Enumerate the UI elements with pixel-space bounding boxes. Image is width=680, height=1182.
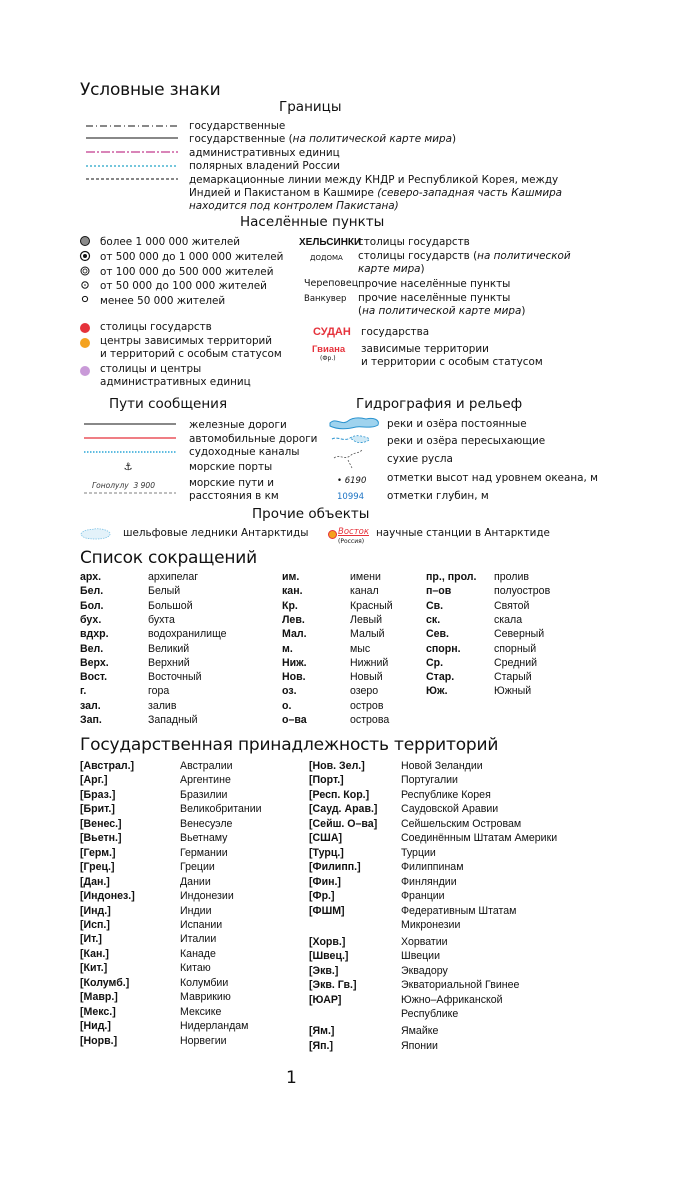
legend-title: Условные знаки bbox=[80, 80, 221, 100]
abbrev-value: Бразилии bbox=[180, 788, 228, 801]
abbrev-key: Ср. bbox=[426, 656, 444, 669]
abbrev-value: Колумбии bbox=[180, 976, 229, 989]
abbrev-value: Финляндии bbox=[401, 875, 457, 888]
abbrev-key: [Экв. Гв.] bbox=[309, 979, 357, 992]
abbrev-key: [Фр.] bbox=[309, 890, 335, 903]
abbrev-key: [Сауд. Арав.] bbox=[309, 803, 378, 816]
abbrev-key: [ФШМ] bbox=[309, 904, 345, 917]
abbrev-value: Белый bbox=[148, 585, 181, 598]
dry-channel-icon bbox=[334, 450, 362, 458]
abbrev-value: Республике Корея bbox=[401, 788, 491, 801]
road-label: автомобильные дороги bbox=[189, 433, 318, 445]
abbrev-key: Бел. bbox=[80, 585, 104, 598]
dependent-center-dot bbox=[80, 338, 90, 348]
capitals-political-desc: столицы государств (на политической bbox=[358, 250, 571, 262]
abbrev-value: Китаю bbox=[180, 962, 211, 975]
abbrev-value: Венесуэле bbox=[180, 817, 233, 830]
abbrev-key: [Инд.] bbox=[80, 904, 111, 917]
hydro-title: Гидрография и рельеф bbox=[356, 396, 523, 412]
abbrev-value: Швеции bbox=[401, 950, 441, 963]
abbrev-key: Вост. bbox=[80, 671, 108, 684]
abbrev-key: Лев. bbox=[282, 613, 305, 626]
other-objects-title: Прочие объекты bbox=[252, 506, 370, 522]
abbrev-key: [Арг.] bbox=[80, 774, 108, 787]
abbrev-value: водохранилище bbox=[148, 628, 227, 641]
page-number: 1 bbox=[286, 1068, 297, 1088]
abbrev-value: канал bbox=[350, 585, 379, 598]
sea-route-label: морские пути и bbox=[189, 477, 275, 489]
abbrev-value: имени bbox=[350, 571, 381, 583]
abbrev-key: [Сейш. О–ва] bbox=[309, 817, 378, 830]
abbrev-key: г. bbox=[80, 685, 87, 698]
abbrev-value: острова bbox=[350, 714, 390, 726]
abbrev-key: м. bbox=[282, 642, 293, 655]
abbrev-value: Германии bbox=[180, 846, 228, 859]
dry-channel-label: сухие русла bbox=[387, 453, 453, 465]
permanent-water-icon bbox=[330, 418, 378, 429]
hydro-symbols bbox=[328, 414, 384, 470]
abbrev-key: [Австрал.] bbox=[80, 760, 135, 772]
abbrev-value: Канаде bbox=[180, 947, 216, 960]
abbrev-value: Соединённым Штатам Америки bbox=[401, 832, 558, 845]
abbrev-key: [Кан.] bbox=[80, 947, 109, 960]
abbrev-key: о. bbox=[282, 699, 292, 712]
abbrev-key: [Брит.] bbox=[80, 803, 115, 816]
canal-label: судоходные каналы bbox=[189, 446, 300, 458]
abbrev-value: озеро bbox=[350, 685, 379, 698]
capital-dot bbox=[80, 323, 90, 333]
ice-shelf-label: шельфовые ледники Антарктиды bbox=[123, 527, 309, 539]
border-demarcation-label: демаркационные линии между КНДР и Республикой Корея, между bbox=[189, 174, 559, 186]
border-admin-label: административных единиц bbox=[189, 147, 340, 159]
border-state-political-label: государственные (на политической карте мира) bbox=[189, 133, 457, 145]
port-label: морские порты bbox=[189, 461, 273, 473]
abbrev-value: Филиппинам bbox=[401, 861, 464, 874]
abbrev-value: Восточный bbox=[148, 671, 202, 684]
other-political-desc-2: (на политической карте мира) bbox=[358, 305, 526, 317]
sea-route-label-2: расстояния в км bbox=[189, 490, 279, 502]
border-polar-label: полярных владений России bbox=[189, 160, 340, 172]
abbrev-value: Саудовской Аравии bbox=[401, 803, 499, 816]
abbrev-value: Испании bbox=[180, 918, 223, 931]
abbrev-value: Норвегии bbox=[180, 1034, 227, 1047]
abbrev-key: [Вьетн.] bbox=[80, 832, 122, 845]
abbrev-value: Нижний bbox=[350, 656, 389, 669]
state-desc: государства bbox=[361, 326, 430, 338]
abbrev-value: Аргентине bbox=[180, 774, 231, 787]
abbrev-key: [Исп.] bbox=[80, 918, 110, 931]
dependent-desc-2: и территории с особым статусом bbox=[361, 356, 543, 368]
city-symbol-1m bbox=[81, 237, 90, 246]
abbrev-key: [Герм.] bbox=[80, 846, 116, 859]
routes-title: Пути сообщения bbox=[109, 396, 228, 412]
abbrev-key: Сев. bbox=[426, 628, 449, 641]
abbrev-value: Большой bbox=[148, 599, 193, 612]
abbrev-key: [Венес.] bbox=[80, 817, 122, 830]
colored-admin-label-2: административных единиц bbox=[100, 376, 251, 388]
abbrev-value: Святой bbox=[494, 599, 530, 612]
permanent-water-label: реки и озёра постоянные bbox=[387, 418, 527, 430]
abbrev-key: [Респ. Кор.] bbox=[309, 788, 370, 801]
border-demarcation-label-2: Индией и Пакистаном в Кашмире (северо-западная часть Кашмира bbox=[189, 187, 563, 199]
abbrev-key: Мал. bbox=[282, 628, 307, 641]
abbrev-value: Австралии bbox=[180, 760, 233, 772]
abbrev-value: Греции bbox=[180, 861, 215, 874]
abbrev-value: архипелаг bbox=[148, 571, 199, 583]
abbrev-key: [Швец.] bbox=[309, 950, 349, 963]
abbrev-key: [США] bbox=[309, 832, 343, 845]
abbrev-key: Верх. bbox=[80, 656, 109, 669]
abbrev-key: [Колумб.] bbox=[80, 976, 130, 989]
borders-title: Границы bbox=[279, 99, 342, 115]
population-5: менее 50 000 жителей bbox=[100, 295, 226, 307]
abbrev-value: Старый bbox=[494, 671, 532, 684]
population-3: от 100 000 до 500 000 жителей bbox=[100, 266, 274, 278]
abbrev-key: спорн. bbox=[426, 642, 461, 655]
abbrev-value: Южный bbox=[494, 685, 532, 698]
border-state-label: государственные bbox=[189, 120, 286, 132]
abbrev-value: Северный bbox=[494, 628, 545, 641]
abbrev-key: ск. bbox=[426, 613, 441, 626]
abbrev-key: [Хорв.] bbox=[309, 935, 346, 948]
abbrev-key: пр., прол. bbox=[426, 571, 477, 583]
sample-capital-political: ДОДОМА bbox=[310, 254, 343, 262]
abbrev-key: [Нов. Зел.] bbox=[309, 760, 365, 772]
abbrev-value: гора bbox=[148, 685, 170, 698]
abbrev-value: Хорватии bbox=[401, 935, 448, 948]
capitals-political-desc-2: карте мира) bbox=[358, 263, 425, 275]
colored-dependent-label: центры зависимых территорий bbox=[100, 335, 273, 347]
sample-town-political: Ванкувер bbox=[304, 294, 347, 304]
abbrev-key: Нов. bbox=[282, 671, 306, 684]
abbrev-value: Турции bbox=[401, 846, 436, 859]
abbrev-value: Великий bbox=[148, 642, 190, 655]
ownership-title: Государственная принадлежность территорий bbox=[80, 735, 499, 755]
abbrev-key: зал. bbox=[80, 699, 101, 712]
abbrev-key: [Нид.] bbox=[80, 1020, 111, 1033]
abbrev-key: [Индонез.] bbox=[80, 890, 135, 903]
abbrev-value: Западный bbox=[148, 714, 198, 726]
abbrev-key: [Грец.] bbox=[80, 861, 115, 874]
other-desc: прочие населённые пункты bbox=[358, 278, 511, 290]
abbrev-key: оз. bbox=[282, 685, 297, 698]
settlements-title: Населённые пункты bbox=[240, 214, 385, 230]
abbrev-value: Верхний bbox=[148, 656, 190, 669]
dependent-sample: Гвиана bbox=[312, 344, 346, 355]
ice-shelf-icon bbox=[80, 527, 112, 541]
abbrev-value: Маврикию bbox=[180, 991, 231, 1004]
abbrev-key: [Порт.] bbox=[309, 774, 344, 787]
abbrev-key: [Кит.] bbox=[80, 962, 108, 975]
other-political-desc: прочие населённые пункты bbox=[358, 292, 511, 304]
abbrev-key: кан. bbox=[282, 585, 303, 598]
colored-admin-label: столицы и центры bbox=[100, 363, 202, 375]
abbrev-key: им. bbox=[282, 571, 300, 583]
abbrev-key: [Турц.] bbox=[309, 846, 344, 859]
population-symbols bbox=[78, 234, 92, 306]
anchor-icon: ⚓ bbox=[123, 462, 133, 473]
abbrev-value: Левый bbox=[350, 613, 383, 626]
abbrev-key: [Норв.] bbox=[80, 1034, 118, 1047]
abbrev-value: залив bbox=[148, 699, 177, 712]
abbrev-key: [Фин.] bbox=[309, 875, 341, 888]
sample-capital: ХЕЛЬСИНКИ bbox=[299, 237, 362, 248]
abbrev-key: [ЮАР] bbox=[309, 993, 342, 1006]
abbrev-key: арх. bbox=[80, 571, 102, 583]
abbrev-value: мыс bbox=[350, 642, 371, 655]
abbrev-value: пролив bbox=[494, 571, 530, 583]
population-1: более 1 000 000 жителей bbox=[100, 236, 241, 248]
height-sample: • 6190 bbox=[337, 476, 367, 486]
abbrev-key: [Экв.] bbox=[309, 964, 339, 977]
capitals-desc: столицы государств bbox=[358, 236, 470, 248]
abbrev-value: Микронезии bbox=[401, 918, 461, 931]
station-label: научные станции в Антарктиде bbox=[376, 527, 550, 539]
colored-capitals-label: столицы государств bbox=[100, 321, 212, 333]
abbrev-key: Кр. bbox=[282, 599, 298, 612]
abbrev-key: Св. bbox=[426, 599, 444, 612]
dependent-sample-owner: (Фр.) bbox=[320, 355, 336, 362]
station-dot bbox=[328, 530, 337, 539]
abbrev-value: Новой Зеландии bbox=[401, 760, 483, 772]
admin-center-dot bbox=[80, 366, 90, 376]
abbrev-value: Федеративным Штатам bbox=[401, 904, 517, 917]
depth-label: отметки глубин, м bbox=[387, 490, 489, 502]
abbrev-key: Стар. bbox=[426, 671, 455, 684]
abbrev-key: [Яп.] bbox=[309, 1039, 334, 1052]
abbrev-value: Индонезии bbox=[180, 890, 234, 903]
population-2: от 500 000 до 1 000 000 жителей bbox=[100, 251, 284, 263]
abbrev-value: Сейшельским Островам bbox=[401, 817, 522, 830]
abbrev-value: Дании bbox=[180, 875, 211, 888]
abbrev-value: скала bbox=[494, 613, 523, 626]
abbrev-key: Юж. bbox=[426, 685, 448, 698]
abbrev-key: вдхр. bbox=[80, 628, 109, 641]
population-4: от 50 000 до 100 000 жителей bbox=[100, 280, 267, 292]
state-sample: СУДАН bbox=[313, 326, 351, 338]
abbrev-value: Эквадору bbox=[401, 964, 448, 977]
abbrev-value: Индии bbox=[180, 904, 212, 917]
abbrev-value: Ямайке bbox=[401, 1025, 439, 1038]
abbrev-value: Великобритании bbox=[180, 803, 262, 816]
city-symbol-small bbox=[82, 296, 87, 301]
sample-town: Череповец bbox=[304, 278, 359, 289]
abbrev-value: Средний bbox=[494, 656, 538, 669]
abbrev-value: Южно–Африканской bbox=[401, 993, 503, 1006]
abbrev-key: [Ям.] bbox=[309, 1025, 335, 1038]
abbrev-key: [Мавр.] bbox=[80, 991, 118, 1004]
colored-dependent-label-2: и территорий с особым статусом bbox=[100, 348, 282, 360]
depth-sample: 10994 bbox=[337, 492, 365, 502]
height-label: отметки высот над уровнем океана, м bbox=[387, 472, 598, 484]
abbrev-value: Нидерландам bbox=[180, 1020, 249, 1033]
abbrev-key: о–ва bbox=[282, 714, 307, 726]
abbrev-key: [Браз.] bbox=[80, 788, 116, 801]
sea-route-sample: Гонолулу 3 900 bbox=[92, 481, 155, 490]
border-demarcation-label-3: находится под контролем Пакистана) bbox=[189, 200, 399, 212]
abbrev-title: Список сокращений bbox=[80, 548, 257, 568]
abbrev-value: Италии bbox=[180, 933, 217, 946]
abbrev-key: п–ов bbox=[426, 585, 452, 598]
station-sample-country: (Россия) bbox=[338, 538, 365, 545]
abbrev-value: Красный bbox=[350, 599, 393, 612]
abbrev-value: Новый bbox=[350, 671, 383, 684]
abbrev-key: бух. bbox=[80, 613, 102, 626]
abbrev-key: Зап. bbox=[80, 714, 102, 726]
abbrev-value: полуостров bbox=[494, 585, 551, 598]
abbrev-key: [Филипп.] bbox=[309, 861, 361, 874]
abbrev-value: Экваториальной Гвинее bbox=[401, 979, 520, 992]
railway-label: железные дороги bbox=[189, 419, 287, 431]
abbrev-value: Вьетнаму bbox=[180, 832, 228, 845]
abbrev-value: Малый bbox=[350, 628, 385, 641]
intermittent-water-icon bbox=[332, 438, 350, 439]
abbrev-value: Республике bbox=[401, 1008, 459, 1021]
abbrev-key: [Мекс.] bbox=[80, 1005, 116, 1018]
abbrev-value: остров bbox=[350, 699, 384, 712]
abbrev-key: Ниж. bbox=[282, 656, 307, 669]
border-symbols bbox=[84, 118, 184, 184]
station-sample: Восток bbox=[338, 527, 369, 537]
intermittent-water-label: реки и озёра пересыхающие bbox=[387, 435, 546, 447]
dependent-desc: зависимые территории bbox=[361, 343, 489, 355]
abbrev-value: Мексике bbox=[180, 1005, 222, 1018]
abbrev-value: Португалии bbox=[401, 774, 458, 787]
abbrev-value: бухта bbox=[148, 613, 175, 626]
abbrev-value: Франции bbox=[401, 890, 445, 903]
abbrev-value: Японии bbox=[401, 1039, 438, 1052]
abbrev-key: [Ит.] bbox=[80, 933, 102, 946]
abbrev-key: Бол. bbox=[80, 599, 104, 612]
abbrev-key: Вел. bbox=[80, 642, 104, 655]
abbrev-key: [Дан.] bbox=[80, 875, 110, 888]
abbrev-value: спорный bbox=[494, 642, 537, 655]
